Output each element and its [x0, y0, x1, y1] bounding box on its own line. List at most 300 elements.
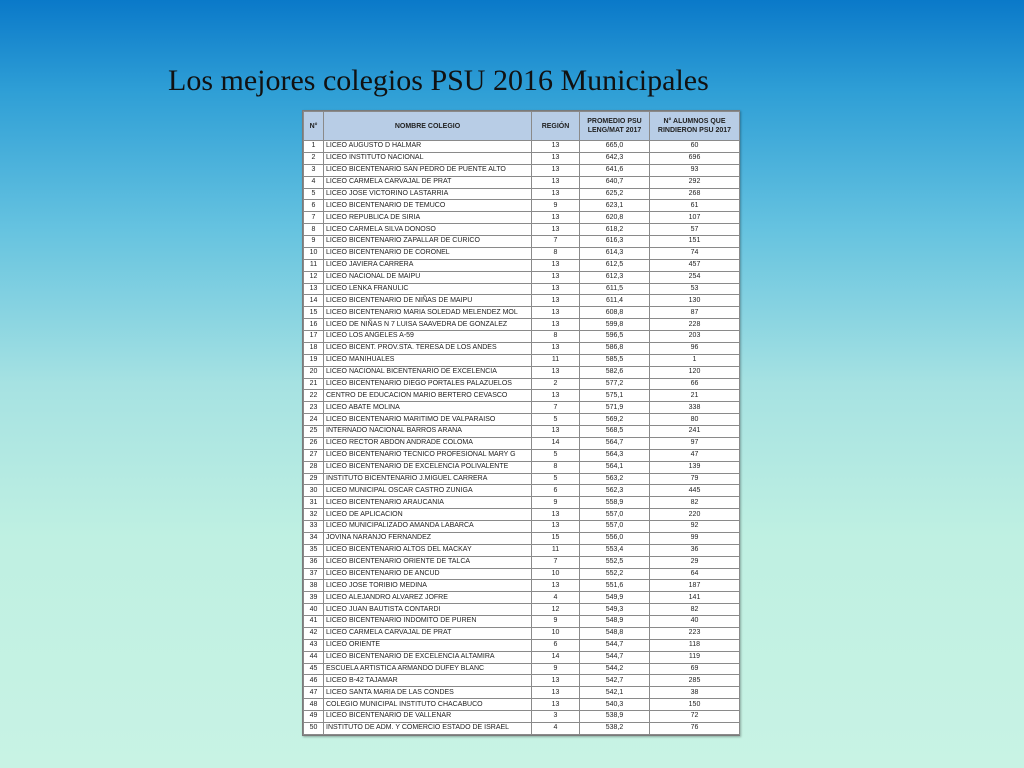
cell-num: 14	[304, 295, 324, 307]
cell-region: 8	[532, 247, 580, 259]
cell-num: 31	[304, 497, 324, 509]
cell-num: 18	[304, 342, 324, 354]
cell-num: 42	[304, 627, 324, 639]
cell-count: 107	[650, 212, 740, 224]
table-row	[304, 200, 740, 212]
cell-num: 22	[304, 390, 324, 402]
cell-avg: 549,3	[580, 604, 650, 616]
cell-avg: 625,2	[580, 188, 650, 200]
table-row	[304, 509, 740, 521]
cell-num: 45	[304, 663, 324, 675]
table-body	[304, 141, 740, 735]
cell-avg: 585,5	[580, 354, 650, 366]
header-count: N° ALUMNOS QUE RINDIERON PSU 2017	[650, 112, 740, 141]
table-row	[304, 414, 740, 426]
cell-region: 15	[532, 532, 580, 544]
cell-avg: 571,9	[580, 402, 650, 414]
cell-name: LICEO BICENTENARIO DE TEMUCO	[324, 200, 532, 212]
cell-count: 72	[650, 711, 740, 723]
cell-name: LICEO BICENTENARIO DE EXCELENCIA ALTAMIRA	[324, 651, 532, 663]
cell-name: LICEO BICENTENARIO TECNICO PROFESIONAL MARY G	[324, 449, 532, 461]
cell-name: LICEO JOSE TORIBIO MEDINA	[324, 580, 532, 592]
cell-region: 13	[532, 188, 580, 200]
cell-region: 13	[532, 271, 580, 283]
cell-num: 28	[304, 461, 324, 473]
cell-avg: 564,1	[580, 461, 650, 473]
cell-avg: 557,0	[580, 509, 650, 521]
cell-num: 34	[304, 532, 324, 544]
cell-count: 74	[650, 247, 740, 259]
cell-avg: 586,8	[580, 342, 650, 354]
table-row	[304, 722, 740, 734]
cell-region: 5	[532, 414, 580, 426]
cell-num: 41	[304, 616, 324, 628]
cell-avg: 641,6	[580, 164, 650, 176]
cell-count: 130	[650, 295, 740, 307]
table-header-row	[304, 112, 740, 141]
table-row	[304, 580, 740, 592]
cell-count: 203	[650, 331, 740, 343]
cell-count: 40	[650, 616, 740, 628]
cell-region: 13	[532, 212, 580, 224]
cell-region: 13	[532, 307, 580, 319]
cell-avg: 599,8	[580, 319, 650, 331]
cell-count: 1	[650, 354, 740, 366]
cell-count: 79	[650, 473, 740, 485]
cell-region: 9	[532, 663, 580, 675]
cell-avg: 612,3	[580, 271, 650, 283]
cell-avg: 540,3	[580, 699, 650, 711]
cell-count: 61	[650, 200, 740, 212]
cell-avg: 612,5	[580, 259, 650, 271]
table-row	[304, 224, 740, 236]
cell-region: 13	[532, 580, 580, 592]
cell-num: 17	[304, 331, 324, 343]
cell-num: 4	[304, 176, 324, 188]
table-row	[304, 699, 740, 711]
cell-avg: 640,7	[580, 176, 650, 188]
table-row	[304, 390, 740, 402]
cell-count: 139	[650, 461, 740, 473]
table-row	[304, 402, 740, 414]
cell-avg: 623,1	[580, 200, 650, 212]
cell-num: 8	[304, 224, 324, 236]
cell-region: 6	[532, 639, 580, 651]
cell-name: LICEO BICENTENARIO DE NIÑAS DE MAIPU	[324, 295, 532, 307]
cell-num: 47	[304, 687, 324, 699]
cell-count: 60	[650, 141, 740, 153]
cell-region: 8	[532, 331, 580, 343]
cell-avg: 575,1	[580, 390, 650, 402]
cell-name: LICEO NACIONAL DE MAIPU	[324, 271, 532, 283]
cell-num: 5	[304, 188, 324, 200]
table-row	[304, 449, 740, 461]
cell-avg: 577,2	[580, 378, 650, 390]
cell-avg: 564,7	[580, 437, 650, 449]
cell-num: 11	[304, 259, 324, 271]
cell-num: 37	[304, 568, 324, 580]
cell-count: 38	[650, 687, 740, 699]
cell-region: 13	[532, 259, 580, 271]
cell-count: 220	[650, 509, 740, 521]
header-name: NOMBRE COLEGIO	[324, 112, 532, 141]
cell-name: INSTITUTO BICENTENARIO J.MIGUEL CARRERA	[324, 473, 532, 485]
cell-name: LICEO ABATE MOLINA	[324, 402, 532, 414]
cell-num: 12	[304, 271, 324, 283]
cell-num: 20	[304, 366, 324, 378]
table-row	[304, 473, 740, 485]
cell-avg: 596,5	[580, 331, 650, 343]
cell-name: LICEO JOSE VICTORINO LASTARRIA	[324, 188, 532, 200]
cell-name: LICEO SANTA MARIA DE LAS CONDES	[324, 687, 532, 699]
cell-region: 13	[532, 283, 580, 295]
table-row	[304, 556, 740, 568]
cell-count: 97	[650, 437, 740, 449]
cell-name: LICEO CARMELA SILVA DONOSO	[324, 224, 532, 236]
cell-count: 66	[650, 378, 740, 390]
cell-region: 5	[532, 449, 580, 461]
cell-avg: 552,2	[580, 568, 650, 580]
cell-count: 696	[650, 152, 740, 164]
table-row	[304, 568, 740, 580]
cell-avg: 611,5	[580, 283, 650, 295]
cell-name: LICEO BICENTENARIO DE ANCUD	[324, 568, 532, 580]
cell-name: LICEO BICENTENARIO DE EXCELENCIA POLIVALENTE	[324, 461, 532, 473]
cell-name: LICEO CARMELA CARVAJAL DE PRAT	[324, 627, 532, 639]
cell-avg: 538,2	[580, 722, 650, 734]
cell-name: INSTITUTO DE ADM. Y COMERCIO ESTADO DE ISRAEL	[324, 722, 532, 734]
cell-region: 7	[532, 236, 580, 248]
cell-num: 46	[304, 675, 324, 687]
table-row	[304, 497, 740, 509]
table-row	[304, 544, 740, 556]
cell-num: 44	[304, 651, 324, 663]
cell-num: 9	[304, 236, 324, 248]
header-region: REGIÓN	[532, 112, 580, 141]
cell-region: 9	[532, 497, 580, 509]
cell-avg: 553,4	[580, 544, 650, 556]
table-row	[304, 521, 740, 533]
cell-count: 150	[650, 699, 740, 711]
cell-count: 241	[650, 426, 740, 438]
cell-region: 13	[532, 141, 580, 153]
cell-avg: 569,2	[580, 414, 650, 426]
cell-count: 53	[650, 283, 740, 295]
cell-num: 39	[304, 592, 324, 604]
cell-num: 1	[304, 141, 324, 153]
table-row	[304, 687, 740, 699]
table-row	[304, 247, 740, 259]
cell-region: 13	[532, 224, 580, 236]
cell-avg: 568,5	[580, 426, 650, 438]
cell-count: 118	[650, 639, 740, 651]
cell-num: 21	[304, 378, 324, 390]
table-row	[304, 651, 740, 663]
cell-name: LICEO AUGUSTO D HALMAR	[324, 141, 532, 153]
table-row	[304, 283, 740, 295]
cell-num: 15	[304, 307, 324, 319]
cell-num: 7	[304, 212, 324, 224]
table-row	[304, 604, 740, 616]
cell-name: INTERNADO NACIONAL BARROS ARANA	[324, 426, 532, 438]
table-row	[304, 176, 740, 188]
table-row	[304, 271, 740, 283]
table-row	[304, 366, 740, 378]
cell-count: 151	[650, 236, 740, 248]
cell-name: LICEO B-42 TAJAMAR	[324, 675, 532, 687]
cell-region: 4	[532, 722, 580, 734]
cell-name: LICEO BICENTENARIO MARITIMO DE VALPARAISO	[324, 414, 532, 426]
cell-region: 13	[532, 176, 580, 188]
cell-name: LICEO ORIENTE	[324, 639, 532, 651]
cell-num: 26	[304, 437, 324, 449]
cell-avg: 542,7	[580, 675, 650, 687]
cell-name: LICEO INSTITUTO NACIONAL	[324, 152, 532, 164]
table-row	[304, 331, 740, 343]
cell-num: 40	[304, 604, 324, 616]
cell-count: 338	[650, 402, 740, 414]
cell-count: 87	[650, 307, 740, 319]
table-row	[304, 236, 740, 248]
table-row	[304, 295, 740, 307]
cell-avg: 563,2	[580, 473, 650, 485]
cell-avg: 642,3	[580, 152, 650, 164]
cell-count: 92	[650, 521, 740, 533]
table-row	[304, 426, 740, 438]
cell-name: LICEO CARMELA CARVAJAL DE PRAT	[324, 176, 532, 188]
cell-count: 99	[650, 532, 740, 544]
cell-name: LICEO BICENTENARIO INDOMITO DE PUREN	[324, 616, 532, 628]
header-num: N°	[304, 112, 324, 141]
cell-count: 82	[650, 604, 740, 616]
cell-name: LICEO LOS ANGELES A-59	[324, 331, 532, 343]
slide-title: Los mejores colegios PSU 2016 Municipales	[168, 64, 709, 97]
cell-region: 6	[532, 485, 580, 497]
table-row	[304, 616, 740, 628]
cell-count: 120	[650, 366, 740, 378]
table-row	[304, 141, 740, 153]
ranking-table-image	[302, 110, 740, 736]
cell-region: 13	[532, 509, 580, 521]
table-row	[304, 378, 740, 390]
cell-region: 10	[532, 627, 580, 639]
cell-num: 24	[304, 414, 324, 426]
cell-name: LICEO DE APLICACION	[324, 509, 532, 521]
cell-count: 36	[650, 544, 740, 556]
cell-num: 50	[304, 722, 324, 734]
cell-name: LICEO ALEJANDRO ALVAREZ JOFRE	[324, 592, 532, 604]
cell-num: 36	[304, 556, 324, 568]
cell-num: 48	[304, 699, 324, 711]
cell-num: 32	[304, 509, 324, 521]
cell-avg: 564,3	[580, 449, 650, 461]
cell-avg: 614,3	[580, 247, 650, 259]
table-row	[304, 319, 740, 331]
cell-num: 2	[304, 152, 324, 164]
table-row	[304, 639, 740, 651]
cell-avg: 549,9	[580, 592, 650, 604]
table-row	[304, 627, 740, 639]
cell-region: 5	[532, 473, 580, 485]
table-row	[304, 461, 740, 473]
cell-count: 268	[650, 188, 740, 200]
cell-name: LICEO BICENTENARIO SAN PEDRO DE PUENTE ALTO	[324, 164, 532, 176]
table-row	[304, 259, 740, 271]
cell-count: 64	[650, 568, 740, 580]
cell-count: 457	[650, 259, 740, 271]
table-row	[304, 188, 740, 200]
table-row	[304, 354, 740, 366]
cell-avg: 552,5	[580, 556, 650, 568]
cell-num: 13	[304, 283, 324, 295]
cell-avg: 544,2	[580, 663, 650, 675]
cell-num: 49	[304, 711, 324, 723]
table-row	[304, 307, 740, 319]
cell-name: LICEO JAVIERA CARRERA	[324, 259, 532, 271]
cell-name: LICEO BICENTENARIO ORIENTE DE TALCA	[324, 556, 532, 568]
cell-name: CENTRO DE EDUCACION MARIO BERTERO CEVASCO	[324, 390, 532, 402]
cell-name: LICEO DE NIÑAS N 7 LUISA SAAVEDRA DE GONZALEZ	[324, 319, 532, 331]
cell-region: 13	[532, 295, 580, 307]
cell-avg: 582,6	[580, 366, 650, 378]
cell-count: 47	[650, 449, 740, 461]
cell-num: 10	[304, 247, 324, 259]
cell-name: LICEO BICENTENARIO ZAPALLAR DE CURICO	[324, 236, 532, 248]
cell-avg: 608,8	[580, 307, 650, 319]
table-row	[304, 675, 740, 687]
cell-num: 25	[304, 426, 324, 438]
cell-name: LICEO LENKA FRANULIC	[324, 283, 532, 295]
table-row	[304, 342, 740, 354]
cell-avg: 616,3	[580, 236, 650, 248]
cell-name: LICEO MUNICIPAL OSCAR CASTRO ZUNIGA	[324, 485, 532, 497]
cell-avg: 556,0	[580, 532, 650, 544]
cell-count: 223	[650, 627, 740, 639]
cell-count: 187	[650, 580, 740, 592]
cell-avg: 544,7	[580, 639, 650, 651]
cell-region: 12	[532, 604, 580, 616]
cell-name: COLEGIO MUNICIPAL INSTITUTO CHACABUCO	[324, 699, 532, 711]
cell-name: LICEO MUNICIPALIZADO AMANDA LABARCA	[324, 521, 532, 533]
cell-name: ESCUELA ARTISTICA ARMANDO DUFEY BLANC	[324, 663, 532, 675]
cell-num: 16	[304, 319, 324, 331]
cell-region: 13	[532, 342, 580, 354]
table-row	[304, 212, 740, 224]
cell-count: 57	[650, 224, 740, 236]
cell-count: 29	[650, 556, 740, 568]
cell-count: 285	[650, 675, 740, 687]
cell-avg: 665,0	[580, 141, 650, 153]
cell-region: 4	[532, 592, 580, 604]
cell-region: 13	[532, 164, 580, 176]
cell-num: 23	[304, 402, 324, 414]
ranking-table	[303, 111, 740, 735]
cell-region: 13	[532, 521, 580, 533]
cell-avg: 544,7	[580, 651, 650, 663]
cell-region: 2	[532, 378, 580, 390]
cell-region: 13	[532, 366, 580, 378]
cell-num: 29	[304, 473, 324, 485]
cell-name: LICEO NACIONAL BICENTENARIO DE EXCELENCIA	[324, 366, 532, 378]
cell-count: 228	[650, 319, 740, 331]
cell-region: 11	[532, 544, 580, 556]
cell-avg: 611,4	[580, 295, 650, 307]
cell-count: 69	[650, 663, 740, 675]
cell-num: 43	[304, 639, 324, 651]
cell-count: 119	[650, 651, 740, 663]
cell-region: 14	[532, 651, 580, 663]
cell-avg: 551,6	[580, 580, 650, 592]
cell-region: 11	[532, 354, 580, 366]
table-row	[304, 437, 740, 449]
cell-region: 14	[532, 437, 580, 449]
cell-region: 13	[532, 390, 580, 402]
cell-region: 3	[532, 711, 580, 723]
cell-name: LICEO BICENTENARIO DE VALLENAR	[324, 711, 532, 723]
cell-num: 27	[304, 449, 324, 461]
cell-avg: 548,8	[580, 627, 650, 639]
cell-count: 76	[650, 722, 740, 734]
table-row	[304, 164, 740, 176]
cell-count: 254	[650, 271, 740, 283]
cell-num: 33	[304, 521, 324, 533]
cell-count: 445	[650, 485, 740, 497]
cell-name: LICEO BICENTENARIO ALTOS DEL MACKAY	[324, 544, 532, 556]
cell-count: 82	[650, 497, 740, 509]
cell-avg: 620,8	[580, 212, 650, 224]
cell-region: 13	[532, 699, 580, 711]
cell-region: 13	[532, 426, 580, 438]
cell-name: LICEO RECTOR ABDON ANDRADE COLOMA	[324, 437, 532, 449]
cell-name: LICEO BICENTENARIO DIEGO PORTALES PALAZUELOS	[324, 378, 532, 390]
cell-avg: 548,9	[580, 616, 650, 628]
table-row	[304, 711, 740, 723]
cell-avg: 558,9	[580, 497, 650, 509]
cell-region: 9	[532, 200, 580, 212]
cell-avg: 557,0	[580, 521, 650, 533]
cell-region: 13	[532, 319, 580, 331]
cell-region: 8	[532, 461, 580, 473]
cell-count: 93	[650, 164, 740, 176]
cell-count: 21	[650, 390, 740, 402]
cell-name: LICEO REPUBLICA DE SIRIA	[324, 212, 532, 224]
cell-region: 10	[532, 568, 580, 580]
table-row	[304, 592, 740, 604]
cell-region: 7	[532, 402, 580, 414]
cell-num: 35	[304, 544, 324, 556]
cell-region: 13	[532, 687, 580, 699]
cell-region: 7	[532, 556, 580, 568]
table-row	[304, 663, 740, 675]
cell-count: 141	[650, 592, 740, 604]
cell-region: 13	[532, 675, 580, 687]
cell-count: 292	[650, 176, 740, 188]
cell-name: LICEO BICENT. PROV.STA. TERESA DE LOS ANDES	[324, 342, 532, 354]
table-row	[304, 532, 740, 544]
cell-avg: 618,2	[580, 224, 650, 236]
table-row	[304, 152, 740, 164]
cell-name: LICEO MANIHUALES	[324, 354, 532, 366]
cell-avg: 562,3	[580, 485, 650, 497]
cell-num: 38	[304, 580, 324, 592]
cell-count: 96	[650, 342, 740, 354]
cell-region: 9	[532, 616, 580, 628]
cell-avg: 542,1	[580, 687, 650, 699]
cell-name: LICEO BICENTENARIO MARIA SOLEDAD MELENDEZ MOL	[324, 307, 532, 319]
cell-name: LICEO JUAN BAUTISTA CONTARDI	[324, 604, 532, 616]
cell-count: 80	[650, 414, 740, 426]
cell-num: 19	[304, 354, 324, 366]
